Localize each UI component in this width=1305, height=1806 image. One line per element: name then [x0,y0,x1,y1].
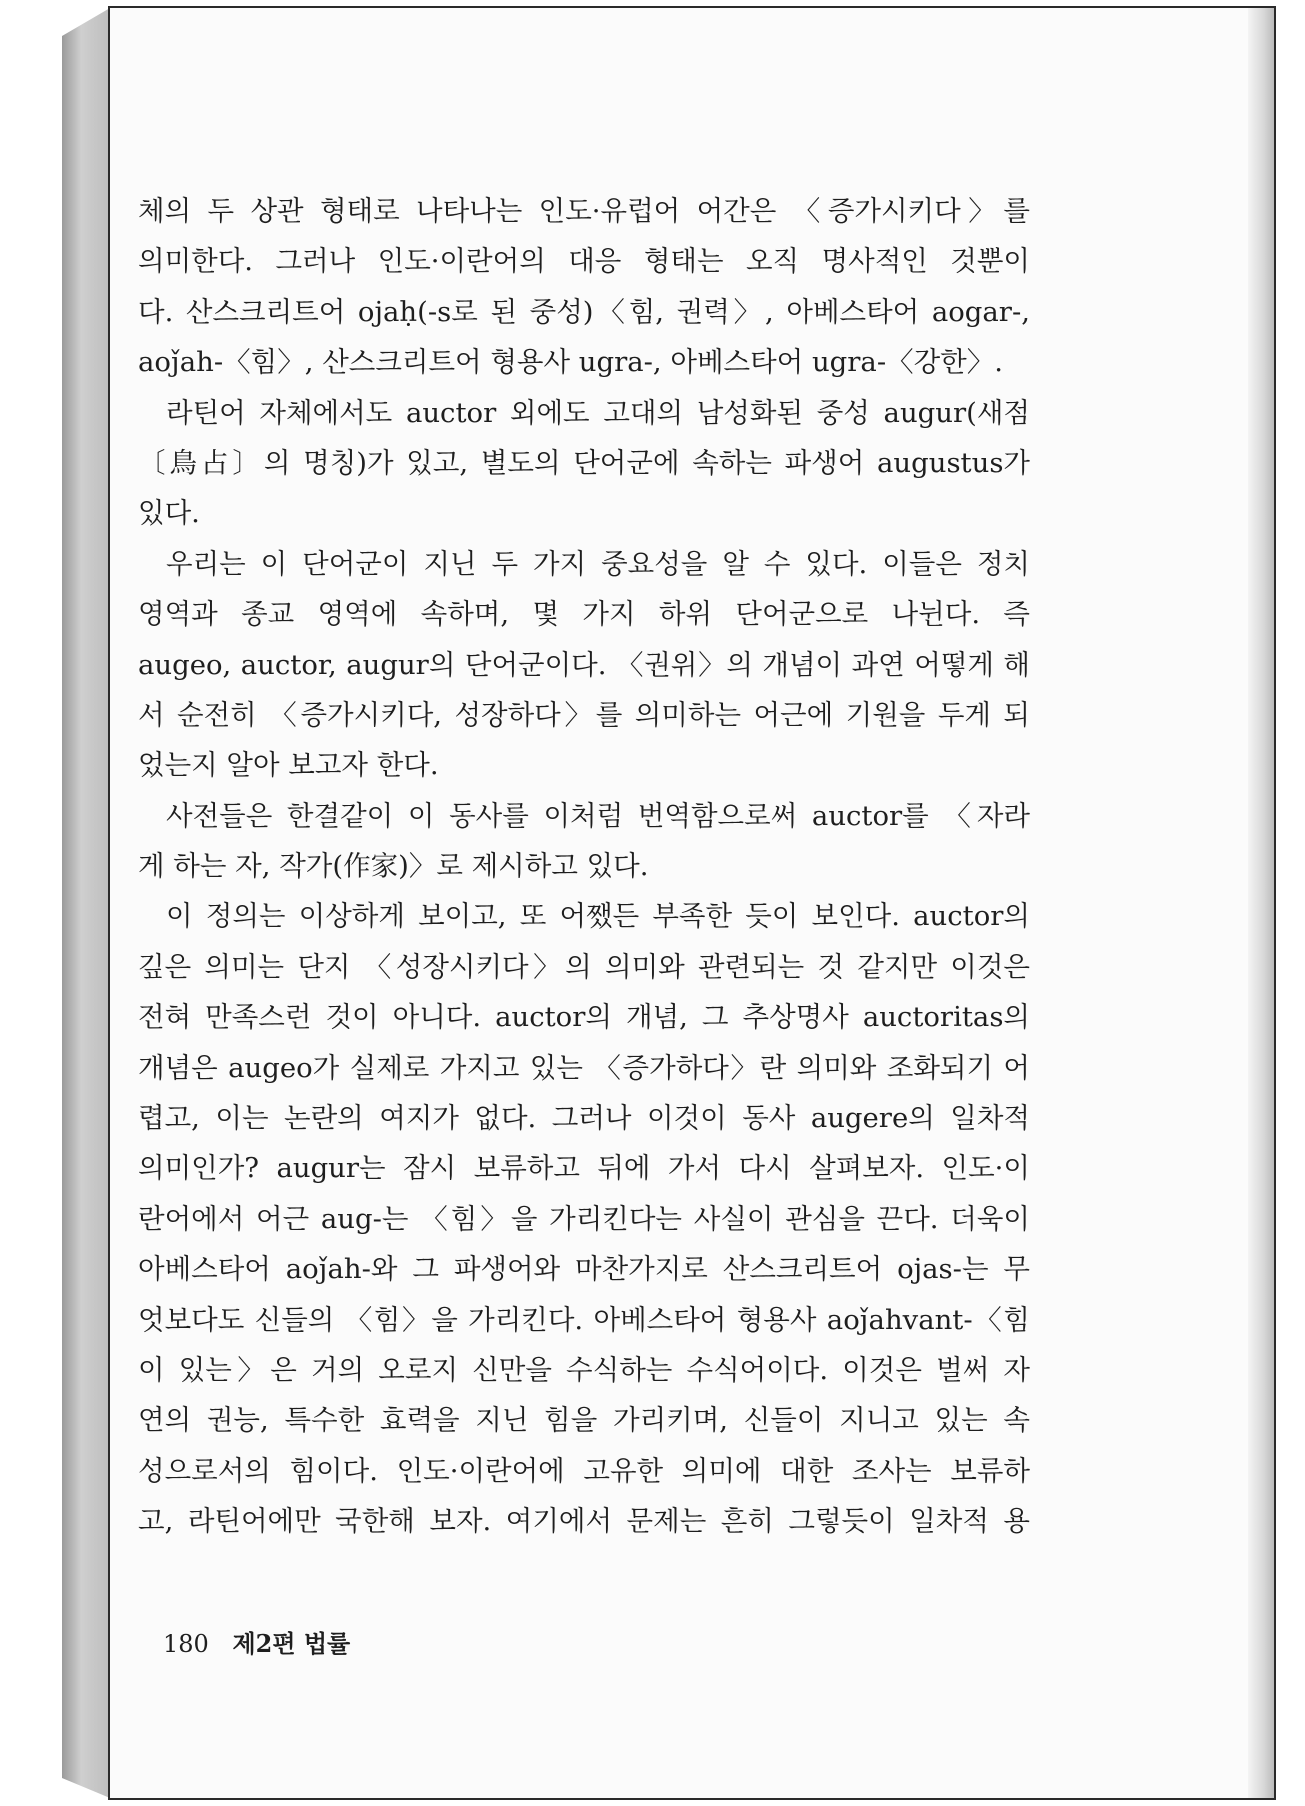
text-line: 게 하는 자, 작가(作家)〉로 제시하고 있다. [138,850,649,883]
text-line: 있다. [138,497,200,530]
text-line: 깊은 의미는 단지 〈성장시키다〉의 의미와 관련되는 것 같지만 이것은 [138,950,1030,983]
text-line: aoǰah-〈힘〉, 산스크리트어 형용사 ugra-, 아베스타어 ugra-〈강한〉. [138,346,1003,379]
text-line: 라틴어 자체에서도 auctor 외에도 고대의 남성화된 중성 augur(새점 [166,396,1030,429]
text-line: 서 순전히 〈증가시키다, 성장하다〉를 의미하는 어근에 기원을 두게 되 [138,698,1030,731]
text-line: 체의 두 상관 형태로 나타나는 인도·유럽어 어간은 〈증가시키다〉를 [138,195,1030,227]
text-line: 사전들은 한결같이 이 동사를 이처럼 번역함으로써 auctor를 〈자라 [166,799,1030,832]
book-spine [62,8,110,1798]
text-line: 고, 라틴어에만 국한해 보자. 여기에서 문제는 흔히 그렇듯이 일차적 용 [138,1505,1030,1538]
body-text [138,186,1030,1547]
running-head: 제2편 법률 [232,1629,351,1658]
text-line: 렵고, 이는 논란의 여지가 없다. 그러나 이것이 동사 augere의 일차적 [138,1102,1030,1135]
text-line: 이 있는〉은 거의 오로지 신만을 수식하는 수식어이다. 이것은 벌써 자 [138,1353,1030,1386]
text-line: 다. 산스크리트어 ojaḥ(-s로 된 중성)〈힘, 권력〉, 아베스타어 aogar-, [138,295,1030,328]
text-line: 란어에서 어근 aug-는 〈힘〉을 가리킨다는 사실이 관심을 끈다. 더욱이 [138,1202,1030,1235]
text-line: 〔鳥占〕의 명칭)가 있고, 별도의 단어군에 속하는 파생어 augustus가 [138,446,1030,479]
paragraph [138,186,1030,388]
text-line: 전혀 만족스런 것이 아니다. auctor의 개념, 그 추상명사 auctoritas의 [138,1001,1030,1034]
paragraph [138,388,1030,539]
text-line: 엇보다도 신들의 〈힘〉을 가리킨다. 아베스타어 형용사 aoǰahvant-〈힘 [138,1303,1030,1336]
text-line: 연의 권능, 특수한 효력을 지닌 힘을 가리키며, 신들이 지니고 있는 속 [138,1404,1030,1437]
paragraph [138,539,1030,791]
text-line: 었는지 알아 보고자 한다. [138,749,439,782]
page-edge [1248,8,1274,1798]
text-line: 성으로서의 힘이다. 인도·이란어에 고유한 의미에 대한 조사는 보류하 [138,1454,1030,1487]
page-footer [163,1624,350,1659]
paragraph [138,791,1030,892]
text-line: 의미인가? augur는 잠시 보류하고 뒤에 가서 다시 살펴보자. 인도·이 [138,1152,1030,1185]
text-line: 의미한다. 그러나 인도·이란어의 대응 형태는 오직 명사적인 것뿐이 [138,245,1030,278]
text-line: 아베스타어 aoǰah-와 그 파생어와 마찬가지로 산스크리트어 ojas-는 무 [138,1253,1030,1286]
page-number: 180 [163,1630,209,1658]
text-line: 개념은 augeo가 실제로 가지고 있는 〈증가하다〉란 의미와 조화되기 어 [138,1051,1030,1084]
text-line: augeo, auctor, augur의 단어군이다. 〈권위〉의 개념이 과연 어떻게 해 [138,648,1030,681]
text-line: 우리는 이 단어군이 지닌 두 가지 중요성을 알 수 있다. 이들은 정치 [166,547,1030,580]
paragraph [138,891,1030,1546]
text-line: 이 정의는 이상하게 보이고, 또 어쨌든 부족한 듯이 보인다. auctor의 [166,900,1030,933]
text-line: 영역과 종교 영역에 속하며, 몇 가지 하위 단어군으로 나뉜다. 즉 [138,598,1030,631]
